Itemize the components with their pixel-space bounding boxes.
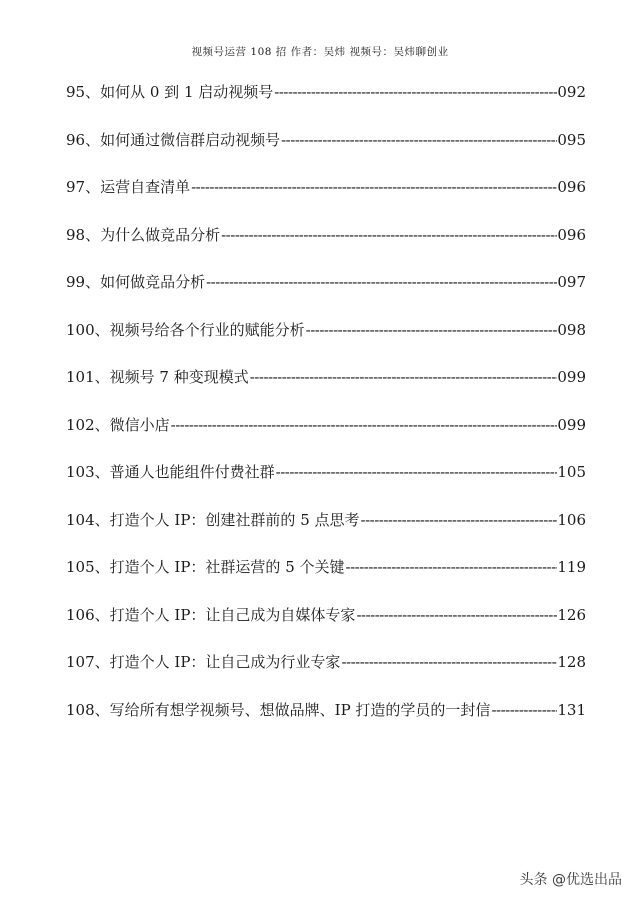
- toc-number: 106、: [66, 605, 110, 624]
- toc-page-number: 131: [557, 700, 586, 719]
- toc-page-number: 105: [557, 463, 586, 481]
- toc-page-number: 098: [557, 320, 586, 339]
- toc-title: 如何通过微信群启动视频号: [100, 130, 281, 149]
- toc-title: 视频号给各个行业的赋能分析: [109, 320, 305, 339]
- toc-item[interactable]: [66, 363, 586, 411]
- toc-number: 107、: [66, 653, 110, 671]
- toc-leader: [221, 221, 557, 249]
- toc-number: 96、: [66, 130, 101, 149]
- toc-leader: [361, 506, 558, 534]
- toc-leader: [356, 601, 557, 629]
- watermark: 头条 @优选出品: [519, 872, 622, 888]
- toc-number: 108、: [66, 700, 110, 719]
- toc-title: 打造个人 IP：让自己成为行业专家: [109, 653, 341, 671]
- toc-title: 为什么做竞品分析: [100, 225, 221, 244]
- toc-title: 普通人也能组件付费社群: [109, 463, 275, 481]
- toc-leader: [281, 126, 557, 154]
- toc-number: 102、: [66, 415, 110, 434]
- toc-item[interactable]: [66, 78, 586, 126]
- toc-title: 微信小店: [109, 415, 170, 434]
- toc-page-number: 119: [557, 558, 586, 576]
- toc-number: 100、: [66, 320, 110, 339]
- toc-title: 如何做竞品分析: [100, 273, 206, 291]
- toc-item[interactable]: [66, 221, 586, 269]
- toc-number: 104、: [66, 510, 110, 529]
- toc-item[interactable]: [66, 601, 586, 649]
- toc-item[interactable]: [66, 411, 586, 459]
- toc-page-number: 095: [557, 130, 586, 149]
- toc-page-number: 099: [557, 415, 586, 434]
- toc-number: 95、: [66, 83, 101, 101]
- toc-number: 99、: [66, 273, 101, 291]
- toc-number: 105、: [66, 558, 110, 576]
- toc-title: 打造个人 IP：社群运营的 5 个关键: [109, 558, 345, 576]
- toc-item[interactable]: [66, 458, 586, 506]
- toc-page-number: 128: [557, 653, 586, 671]
- toc-title: 打造个人 IP：创建社群前的 5 点思考: [109, 510, 360, 529]
- toc-item[interactable]: [66, 268, 586, 316]
- toc-item[interactable]: [66, 126, 586, 174]
- toc-item[interactable]: [66, 506, 586, 554]
- toc-leader: [341, 648, 557, 676]
- toc-item[interactable]: [66, 173, 586, 221]
- toc-leader: [171, 411, 558, 439]
- toc-number: 97、: [66, 178, 101, 196]
- toc-page-number: 096: [557, 225, 586, 244]
- toc-page-number: 126: [557, 605, 586, 624]
- page-header: 视频号运营 108 招 作者：吴炜 视频号：吴炜聊创业: [191, 46, 449, 58]
- table-of-contents: [66, 78, 586, 743]
- toc-item[interactable]: [66, 553, 586, 601]
- toc-page-number: 106: [557, 510, 586, 529]
- toc-leader: [346, 553, 558, 581]
- toc-item[interactable]: [66, 648, 586, 696]
- toc-leader: [306, 316, 558, 344]
- toc-page-number: 092: [557, 83, 586, 101]
- toc-item[interactable]: [66, 696, 586, 744]
- toc-page-number: 097: [557, 273, 586, 291]
- toc-leader: [491, 696, 557, 724]
- toc-leader: [274, 78, 557, 106]
- toc-title: 如何从 0 到 1 启动视频号: [100, 83, 274, 101]
- toc-leader: [206, 268, 557, 296]
- toc-title: 视频号 7 种变现模式: [109, 368, 249, 386]
- toc-page-number: 096: [557, 178, 586, 196]
- toc-leader: [191, 173, 557, 201]
- toc-title: 运营自查清单: [100, 178, 191, 196]
- toc-number: 103、: [66, 463, 110, 481]
- toc-leader: [250, 363, 558, 391]
- toc-number: 98、: [66, 225, 101, 244]
- toc-page-number: 099: [557, 368, 586, 386]
- toc-leader: [276, 458, 558, 486]
- toc-title: 写给所有想学视频号、想做品牌、IP 打造的学员的一封信: [109, 700, 491, 719]
- toc-title: 打造个人 IP：让自己成为自媒体专家: [109, 605, 356, 624]
- toc-number: 101、: [66, 368, 110, 386]
- toc-item[interactable]: [66, 316, 586, 364]
